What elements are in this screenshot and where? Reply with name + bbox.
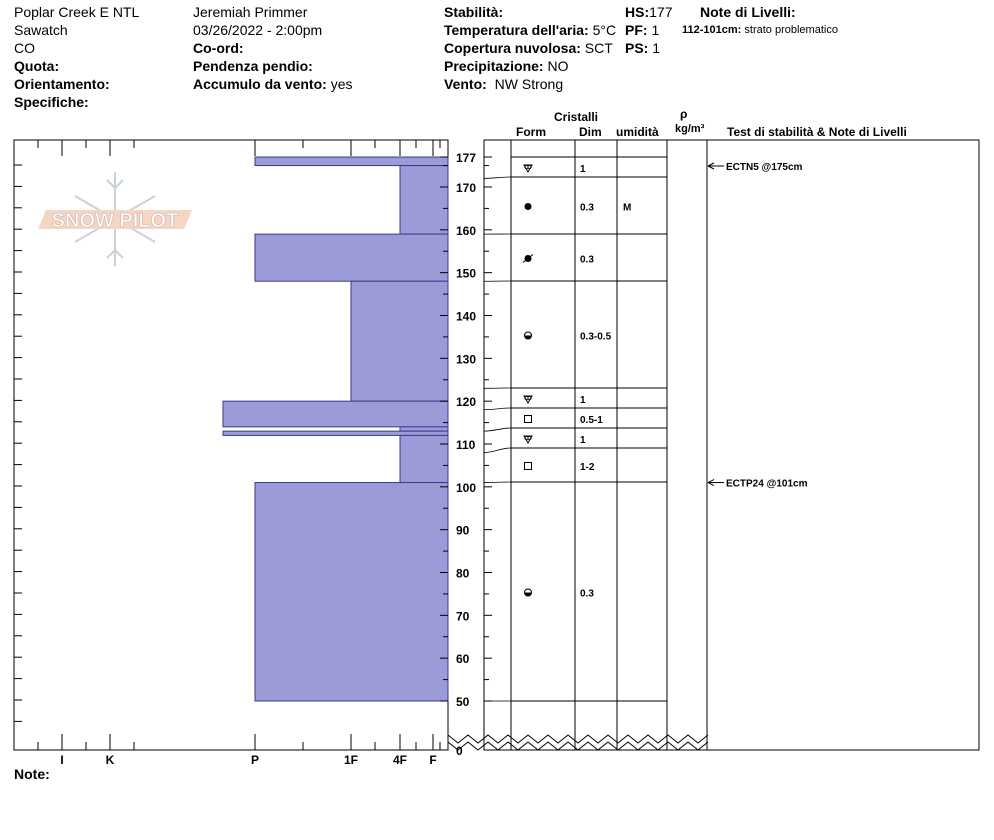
range: Sawatch [14,22,68,38]
crystal-dim-6: 0.5-1 [580,415,603,426]
hardness-layer-2 [400,166,448,235]
crystal-form-3 [523,255,533,263]
crystal-form-8 [525,463,532,470]
height-label-160: 160 [456,223,477,238]
hs-value: 177 [649,4,673,20]
stability-tests [708,162,808,490]
height-label-150: 150 [456,266,477,281]
precip-label: Precipitazione: [444,58,544,74]
hardness-layer-9 [255,483,448,701]
hardness-label-K: K [105,753,115,767]
stability-label: Stabilità: [444,4,504,20]
ps-value: 1 [652,40,661,56]
hardness-layer-6 [400,427,448,431]
test-label-2: ECTP24 @101cm [726,478,808,490]
layer-connector-8 [484,482,511,483]
crystal-table [484,140,707,750]
height-label-70: 70 [456,609,470,624]
layer-connector-7 [484,448,511,453]
specifics-label: Specifiche: [14,94,89,110]
aspect-label: Orientamento: [14,76,110,92]
height-label-170: 170 [456,180,477,195]
hardness-layer-5 [223,401,448,427]
notes-label: Note: [14,766,50,782]
crystal-form-1 [524,165,532,172]
hardness-layer-4 [351,281,448,401]
crystal-dim-4: 0.3-0.5 [580,331,612,343]
crystal-dim-1: 1 [580,164,586,175]
tests-header: Test di stabilità & Note di Livelli [727,125,907,139]
crystal-dim-8: 1-2 [580,462,595,473]
crystal-moisture-2: M [623,202,632,214]
crystals-header: Cristalli [554,110,599,124]
crystal-form-9 [525,589,532,596]
layer-connector-5 [484,408,511,410]
height-label-177: 177 [456,151,477,165]
form-header: Form [516,125,546,139]
crystal-table-frame [484,140,979,750]
layer-notes-label: Note di Livelli: [700,4,796,20]
height-label-110: 110 [456,437,476,452]
hardness-label-1F: 1F [343,753,359,767]
air-temp-value: 5°C [592,22,617,38]
hardness-label-P: P [250,753,260,767]
moisture-header: umidità [616,125,659,139]
sky-label: Copertura nuvolosa: [444,40,581,56]
height-label-50: 50 [456,695,470,709]
snowpilot-logo [38,172,192,266]
wind-label: Vento: [444,76,487,92]
hs-label: HS: [625,4,650,20]
wind-loading-label: Accumulo da vento: [193,76,327,92]
hardness-layer-7 [223,431,448,435]
height-label-100: 100 [456,480,477,495]
coords-label: Co-ord: [193,40,244,56]
crystal-form-6 [525,416,532,423]
hardness-label-4F: 4F [392,753,408,767]
layer-connector-6 [484,428,511,431]
crystal-dim-7: 1 [580,435,586,446]
elevation-label: Quota: [14,58,60,74]
crystal-dim-5: 1 [580,395,586,406]
crystal-dim-9: 0.3 [580,588,594,600]
logo-text: SNOW PILOT [51,210,179,232]
state: CO [14,40,35,56]
hardness-label-F: F [429,753,437,767]
location: Poplar Creek E NTL [14,4,140,20]
air-temp-label: Temperatura dell'aria: [444,22,589,38]
sky-value: SCT [584,40,613,56]
hardness-layer-1 [255,157,448,166]
hardness-label-I: I [60,753,64,767]
height-label-0: 0 [456,744,463,758]
observer: Jeremiah Primmer [193,4,308,20]
crystal-form-7 [524,436,532,443]
wind-value: NW Strong [494,76,564,92]
pf-value: 1 [651,22,660,38]
height-label-140: 140 [456,309,477,324]
hardness-layer-8 [400,435,448,482]
density-unit-header: kg/m³ [675,123,705,135]
rho-header: ρ [680,107,688,121]
test-label-1: ECTN5 @175cm [726,162,803,173]
layer-connector-1 [484,177,511,178]
crystal-dim-3: 0.3 [580,254,594,266]
height-label-120: 120 [456,395,477,410]
height-label-90: 90 [456,523,470,538]
crystal-form-2 [525,203,532,210]
hardness-layer-3 [255,234,448,281]
crystal-form-5 [524,396,532,403]
layer-note-text: strato problematico [744,24,838,36]
height-label-60: 60 [456,652,470,667]
axis-break-1 [448,735,708,743]
dim-header: Dim [579,125,602,139]
hardness-bars [223,157,448,701]
wind-loading-value: yes [330,76,353,92]
datetime: 03/26/2022 - 2:00pm [193,22,323,38]
layer-note-depth: 112-101cm: [682,24,742,36]
pf-label: PF: [625,22,648,38]
precip-value: NO [547,58,569,74]
ps-label: PS: [625,40,649,56]
height-label-130: 130 [456,352,477,367]
slope-label: Pendenza pendio: [193,58,313,74]
crystal-form-4 [525,332,532,339]
height-axis [440,151,708,758]
height-label-80: 80 [456,566,470,581]
crystal-dim-2: 0.3 [580,202,594,214]
